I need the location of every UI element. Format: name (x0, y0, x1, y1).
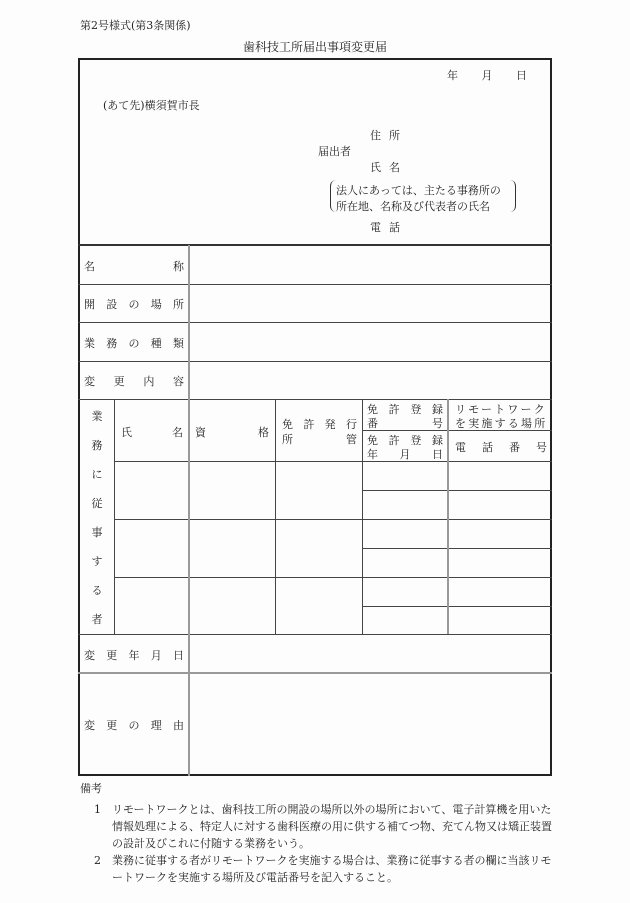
note-item-2: 2 業務に従事する者がリモートワークを実施する場合は、業務に従事する者の欄に当該リモートワークを実施する場所及び電話番号を記入すること。 (94, 854, 552, 884)
staff-name-cell[interactable] (115, 578, 188, 634)
staff-regdate-cell[interactable] (363, 607, 447, 634)
col-header-regno-line2: 番 号 (367, 417, 443, 430)
staff-qualification-cell[interactable] (190, 578, 275, 634)
staff-regno-cell[interactable] (363, 520, 447, 548)
staff-regno-cell[interactable] (363, 462, 447, 490)
corporate-note-line2: 所在地、名称及び代表者の氏名 (336, 200, 490, 213)
col-header-name: 氏 名 (121, 426, 183, 439)
notes-section (80, 780, 560, 886)
address-label: 住 所 (370, 129, 400, 142)
staff-remote-place-cell[interactable] (449, 578, 551, 606)
staff-phone-cell[interactable] (449, 549, 551, 577)
col-header-qualification: 資 格 (195, 426, 269, 439)
staff-regdate-cell[interactable] (363, 549, 447, 577)
phone-label: 電 話 (370, 221, 400, 234)
row-value-location[interactable] (190, 285, 550, 322)
addressee: (あて先)横須賀市長 (103, 99, 200, 112)
staff-phone-cell[interactable] (449, 491, 551, 519)
staff-phone-cell[interactable] (449, 607, 551, 634)
form-number: 第2号様式(第3条関係) (80, 19, 191, 32)
staff-regdate-cell[interactable] (363, 491, 447, 519)
note-item-1: 1 リモートワークとは、歯科技工所の開設の場所以外の場所において、電子計算機を用いた情報処理による、特定人に対する歯科医療の用に供する補てつ物、充てん物又は矯正装置の設計及びこれに付随する業務をいう。 (94, 803, 552, 850)
col-header-remote-line1: リモートワーク (455, 403, 547, 416)
staff-regno-cell[interactable] (363, 578, 447, 606)
staff-name-cell[interactable] (115, 462, 188, 519)
col-header-issuer-line1: 免 許 発 行 (282, 418, 357, 431)
staff-name-cell[interactable] (115, 520, 188, 577)
day-label: 日 (516, 69, 527, 82)
notifier-label: 届出者 (318, 145, 351, 158)
change-reason-field[interactable] (190, 674, 550, 774)
col-header-regdate-line2: 年 月 日 (367, 448, 443, 461)
row-value-name[interactable] (190, 246, 550, 284)
col-header-issuer-line2: 所 管 (282, 433, 357, 446)
col-header-remote-line2: を実施する場所 (455, 417, 548, 430)
page-title: 歯科技工所届出事項変更届 (242, 40, 387, 54)
row-label-change-content: 変 更 内 容 (84, 375, 184, 388)
staff-remote-place-cell[interactable] (449, 520, 551, 548)
staff-side-label: 業 務 に 従 事 す る 者 (91, 409, 103, 626)
row-label-name: 名 称 (84, 260, 184, 273)
row-value-change-content[interactable] (190, 362, 550, 399)
staff-qualification-cell[interactable] (190, 520, 275, 577)
change-reason-label: 変 更 の 理 由 (84, 719, 184, 732)
year-label: 年 (447, 69, 458, 82)
month-label: 月 (481, 69, 493, 82)
row-value-business-type[interactable] (190, 323, 550, 361)
staff-issuer-cell[interactable] (276, 520, 362, 577)
col-header-phone: 電 話 番 号 (455, 441, 547, 454)
staff-issuer-cell[interactable] (276, 462, 362, 519)
staff-issuer-cell[interactable] (276, 578, 362, 634)
change-date-label: 変 更 年 月 日 (84, 649, 184, 662)
notes-heading: 備考 (80, 782, 102, 795)
date-field[interactable] (447, 67, 527, 83)
staff-qualification-cell[interactable] (190, 462, 275, 519)
corporate-note-line1: 法人にあっては、主たる事務所の (336, 184, 501, 197)
change-date-field[interactable] (190, 635, 550, 672)
divider (78, 399, 552, 400)
row-label-location: 開 設 の 場 所 (84, 298, 184, 311)
row-label-business-type: 業 務 の 種 類 (84, 337, 184, 350)
staff-remote-place-cell[interactable] (449, 462, 551, 490)
col-header-regno-line1: 免 許 登 録 (367, 403, 443, 416)
col-header-regdate-line1: 免 許 登 録 (367, 434, 443, 447)
name-label: 氏 名 (370, 161, 400, 174)
